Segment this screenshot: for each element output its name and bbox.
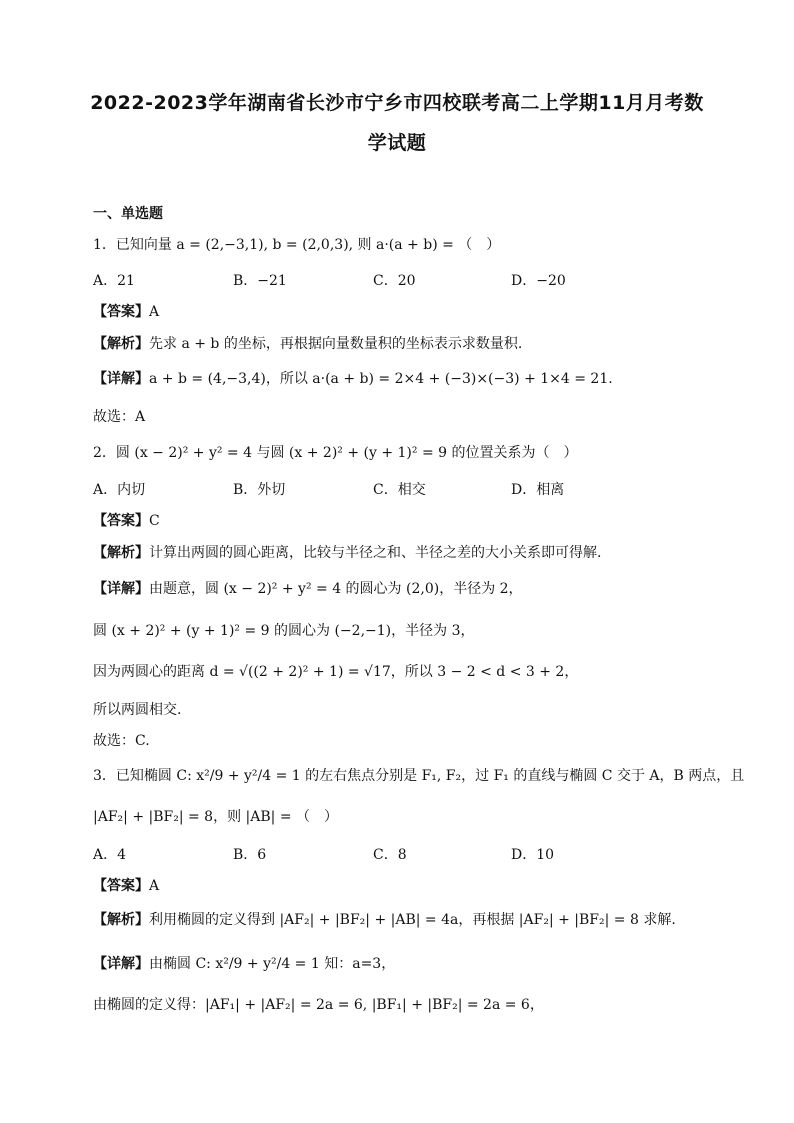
q3-stem-1: 3．已知椭圆 C: x²/9 + y²/4 = 1 的左右焦点分别是 F₁, F₂，过 F₁ 的直线与椭圆 C 交于 A，B 两点，且 bbox=[93, 768, 745, 784]
q1-answer bbox=[93, 301, 159, 321]
q2-options bbox=[93, 479, 713, 499]
q2-conclusion: 故选：C. bbox=[93, 733, 150, 749]
q2-detail-2: 圆 (x + 2)² + (y + 1)² = 9 的圆心为 (−2,−1)，半径为 3， bbox=[93, 623, 475, 639]
q2-option-c: C．相交 bbox=[373, 482, 426, 498]
q1-analysis-label: 【解析】 bbox=[93, 336, 149, 352]
document-title-line2: 学试题 bbox=[367, 132, 427, 154]
q3-stem-2: |AF₂| + |BF₂| = 8，则 |AB| = （ ） bbox=[93, 809, 338, 825]
document-title-line1: 2022-2023学年湖南省长沙市宁乡市四校联考高二上学期11月月考数 bbox=[90, 92, 704, 114]
q1-answer-label: 【答案】 bbox=[93, 304, 149, 320]
q2-analysis bbox=[93, 542, 601, 562]
q3-detail-1 bbox=[93, 953, 395, 973]
section-heading: 一、单选题 bbox=[93, 206, 163, 222]
q3-detail-label: 【详解】 bbox=[93, 956, 149, 972]
q1-option-b: B．−21 bbox=[233, 273, 287, 289]
q1-detail bbox=[93, 368, 613, 388]
q3-analysis-label: 【解析】 bbox=[93, 912, 149, 928]
q3-option-a: A．4 bbox=[93, 847, 127, 863]
q3-option-c: C．8 bbox=[373, 847, 407, 863]
q2-option-a: A．内切 bbox=[93, 482, 146, 498]
q2-detail-4: 所以两圆相交. bbox=[93, 702, 182, 718]
q2-stem: 2．圆 (x − 2)² + y² = 4 与圆 (x + 2)² + (y + 1)² = 9 的位置关系为（ ） bbox=[93, 445, 578, 461]
q1-stem: 1．已知向量 a = (2,−3,1), b = (2,0,3), 则 a·(a + b) = （ ） bbox=[93, 237, 501, 253]
q3-detail-2: 由椭圆的定义得：|AF₁| + |AF₂| = 2a = 6, |BF₁| + |BF₂| = 2a = 6， bbox=[93, 997, 544, 1013]
q1-options bbox=[93, 270, 713, 290]
q3-answer-value: A bbox=[149, 878, 160, 894]
q2-option-d: D．相离 bbox=[511, 482, 565, 498]
q1-detail-label: 【详解】 bbox=[93, 371, 149, 387]
q2-detail-text-1: 由题意，圆 (x − 2)² + y² = 4 的圆心为 (2,0)，半径为 2， bbox=[149, 581, 523, 597]
q3-answer bbox=[93, 875, 159, 895]
q2-detail-3: 因为两圆心的距离 d = √((2 + 2)² + 1) = √17，所以 3 − 2 < d < 3 + 2， bbox=[93, 664, 579, 680]
q2-analysis-text: 计算出两圆的圆心距离，比较与半径之和、半径之差的大小关系即可得解. bbox=[149, 545, 602, 561]
q3-detail-text-1: 由椭圆 C: x²/9 + y²/4 = 1 知：a=3， bbox=[149, 956, 396, 972]
q1-option-c: C．20 bbox=[373, 273, 416, 289]
q1-answer-value: A bbox=[149, 304, 160, 320]
q2-answer-label: 【答案】 bbox=[93, 513, 149, 529]
q3-analysis bbox=[93, 909, 676, 929]
q2-answer-value: C bbox=[149, 513, 160, 529]
q1-analysis bbox=[93, 333, 522, 353]
q2-analysis-label: 【解析】 bbox=[93, 545, 149, 561]
q2-detail-1 bbox=[93, 578, 523, 598]
q2-option-b: B．外切 bbox=[233, 482, 286, 498]
q1-analysis-text: 先求 a + b 的坐标，再根据向量数量积的坐标表示求数量积. bbox=[149, 336, 523, 352]
q3-answer-label: 【答案】 bbox=[93, 878, 149, 894]
q3-analysis-text: 利用椭圆的定义得到 |AF₂| + |BF₂| + |AB| = 4a，再根据 |AF₂| + |BF₂| = 8 求解. bbox=[149, 912, 676, 928]
q2-answer bbox=[93, 510, 160, 530]
q2-detail-label: 【详解】 bbox=[93, 581, 149, 597]
q3-option-d: D．10 bbox=[511, 847, 555, 863]
q1-option-d: D．−20 bbox=[511, 273, 566, 289]
q1-conclusion: 故选：A bbox=[93, 409, 146, 425]
q3-option-b: B．6 bbox=[233, 847, 267, 863]
q1-detail-text: a + b = (4,−3,4)，所以 a·(a + b) = 2×4 + (−3)×(−3) + 1×4 = 21. bbox=[149, 371, 613, 387]
q3-options bbox=[93, 844, 713, 864]
q1-option-a: A．21 bbox=[93, 273, 135, 289]
